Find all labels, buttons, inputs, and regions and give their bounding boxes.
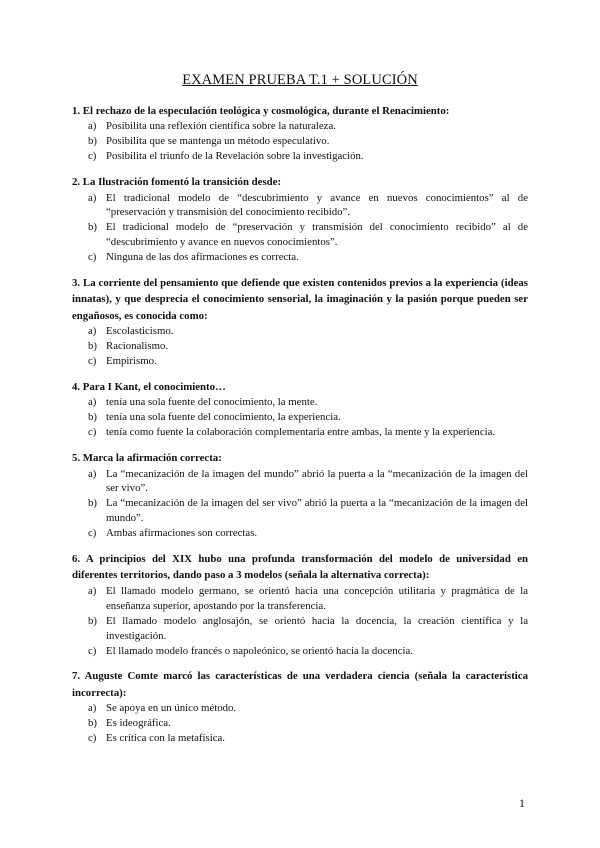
option-letter: a) [88, 191, 97, 204]
option-text: Se apoya en un único método. [106, 702, 237, 715]
page-title: EXAMEN PRUEBA T.1 + SOLUCIÓN [182, 72, 418, 88]
question-5 [72, 450, 528, 541]
question-1 [72, 103, 528, 164]
option-letter: a) [88, 467, 97, 480]
answer-option [72, 410, 528, 425]
option-letter: c) [88, 150, 97, 163]
option-text: tenía una sola fuente del conocimiento, la mente. [106, 396, 318, 409]
question-4 [72, 379, 528, 440]
option-letter: a) [88, 120, 97, 133]
answer-option [72, 467, 528, 497]
option-text: tenía una sola fuente del conocimiento, la experiencia. [106, 411, 341, 424]
option-text: El llamado modelo anglosajón, se orientó hacia la docencia, la creación científica y la investigación. [106, 614, 528, 642]
answer-option [72, 644, 528, 659]
option-letter: a) [88, 396, 97, 409]
answer-option [72, 395, 528, 410]
option-text: La “mecanización de la imagen del mundo” abrió la puerta a la “mecanización de la imagen del ser vivo”. [106, 467, 528, 495]
option-letter: a) [88, 702, 97, 715]
answer-option [72, 496, 528, 526]
option-text: Es ideográfica. [106, 717, 171, 730]
question-3 [72, 275, 528, 369]
option-text: Escolasticismo. [106, 325, 174, 338]
option-letter: b) [88, 411, 97, 424]
answer-option [72, 584, 528, 614]
answer-options [72, 191, 528, 266]
answer-option [72, 716, 528, 731]
option-letter: c) [88, 527, 97, 540]
answer-option [72, 425, 528, 440]
option-text: El tradicional modelo de “preservación y transmisión del conocimiento recibido” al de “descubrimiento y avance en nuevos conocimientos”. [106, 221, 528, 249]
option-letter: c) [88, 355, 97, 368]
answer-option [72, 339, 528, 354]
option-letter: b) [88, 135, 97, 148]
answer-option [72, 119, 528, 134]
answer-option [72, 614, 528, 644]
answer-options [72, 395, 528, 440]
option-letter: b) [88, 221, 97, 234]
option-text: tenía como fuente la colaboración complementaria entre ambas, la mente y la experiencia. [106, 426, 496, 439]
question-6 [72, 551, 528, 658]
option-letter: c) [88, 426, 97, 439]
option-text: Ambas afirmaciones son correctas. [106, 527, 258, 540]
question-text: 7. Auguste Comte marcó las características de una verdadera ciencia (señala la característica incorrecta): [72, 670, 528, 699]
option-letter: a) [88, 584, 97, 597]
option-letter: b) [88, 497, 97, 510]
option-text: La “mecanización de la imagen del ser vivo” abrió la puerta a la “mecanización de la imagen del mundo”. [106, 497, 528, 525]
question-list [72, 103, 528, 756]
answer-option [72, 731, 528, 746]
answer-option [72, 149, 528, 164]
answer-options [72, 467, 528, 542]
option-text: Empirismo. [106, 355, 157, 368]
answer-options [72, 584, 528, 659]
question-text: 4. Para I Kant, el conocimiento… [72, 381, 226, 393]
option-letter: a) [88, 325, 97, 338]
answer-options [72, 119, 528, 164]
option-text: Posibilita una reflexión científica sobre la naturaleza. [106, 120, 336, 133]
option-text: Posibilita el triunfo de la Revelación sobre la investigación. [106, 150, 364, 163]
option-text: Ninguna de las dos afirmaciones es correcta. [106, 251, 299, 264]
option-text: Racionalismo. [106, 340, 169, 353]
question-2 [72, 174, 528, 265]
answer-option [72, 250, 528, 265]
answer-option [72, 526, 528, 541]
option-letter: b) [88, 614, 97, 627]
answer-option [72, 220, 528, 250]
question-text: 1. El rechazo de la especulación teológica y cosmológica, durante el Renacimiento: [72, 105, 450, 117]
option-text: Posibilita que se mantenga un método especulativo. [106, 135, 330, 148]
option-letter: b) [88, 340, 97, 353]
option-text: El llamado modelo germano, se orientó hacia una concepción utilitaria y pragmática de la enseñanza superior, apostando por la transferencia. [106, 584, 528, 612]
option-text: El tradicional modelo de “descubrimiento y avance en nuevos conocimientos” al de “preservación y transmisión del conocimiento recibido”. [106, 191, 528, 219]
answer-option [72, 324, 528, 339]
answer-options [72, 701, 528, 746]
question-text: 2. La Ilustración fomentó la transición desde: [72, 176, 282, 189]
answer-option [72, 354, 528, 369]
answer-option [72, 191, 528, 221]
question-text: 5. Marca la afirmación correcta: [72, 452, 222, 465]
answer-option [72, 134, 528, 149]
page-number: 1 [519, 796, 525, 810]
answer-option [72, 701, 528, 716]
option-text: El llamado modelo francés o napoleónico, se orientó hacia la docencia. [106, 644, 413, 657]
question-7 [72, 668, 528, 746]
answer-options [72, 324, 528, 369]
option-letter: c) [88, 644, 97, 657]
option-letter: c) [88, 732, 97, 745]
option-letter: b) [88, 717, 97, 730]
question-text: 3. La corriente del pensamiento que defiende que existen contenidos previos a la experiencia (ideas innatas), y que desprecia el conocimiento sensorial, la imaginación y la pasión porque pueden ser engañosos, es conocida como: [72, 277, 528, 322]
option-text: Es crítica con la metafísica. [106, 732, 226, 745]
question-text: 6. A principios del XIX hubo una profunda transformación del modelo de universidad en diferentes territorios, dando paso a 3 modelos (señala la alternativa correcta): [72, 553, 528, 582]
option-letter: c) [88, 251, 97, 264]
